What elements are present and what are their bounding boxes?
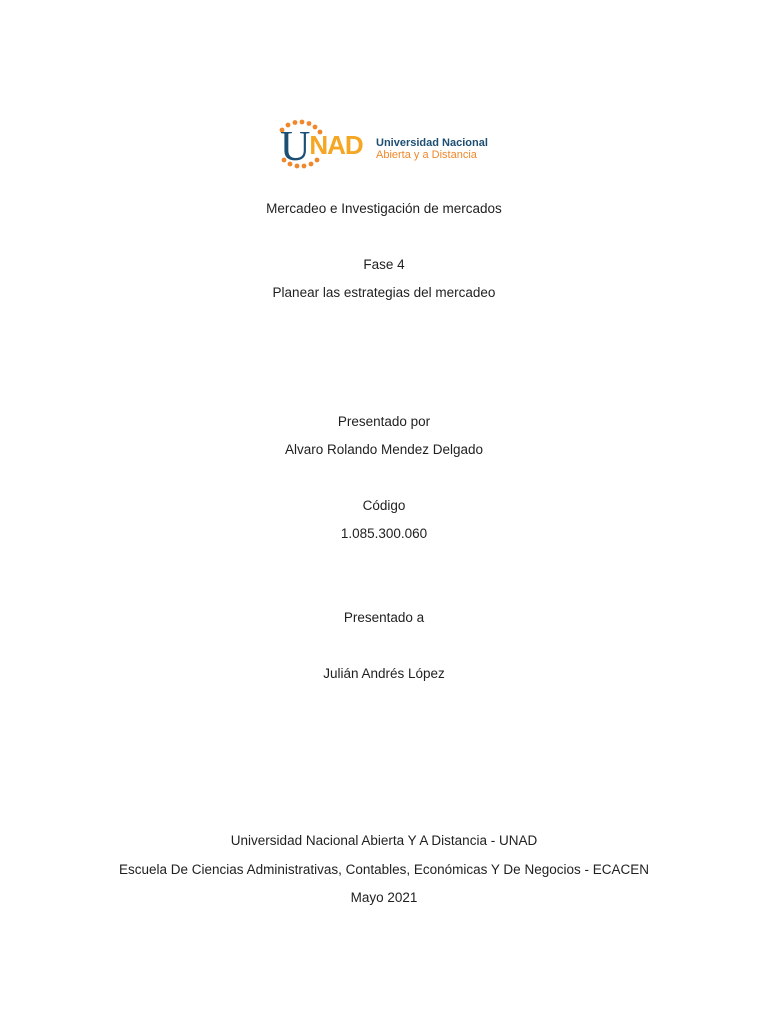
logo-line-2: Abierta y a Distancia	[376, 149, 477, 161]
phase-title: Planear las estrategias del mercadeo	[272, 285, 496, 300]
logo-wordmark-u: U	[280, 124, 310, 170]
unad-logo	[274, 118, 494, 172]
code-value: 1.085.300.060	[340, 526, 428, 541]
footer-date: Mayo 2021	[350, 890, 418, 905]
footer-school: Escuela De Ciencias Administrativas, Contables, Económicas Y De Negocios - ECACEN	[119, 862, 649, 877]
course-title: Mercadeo e Investigación de mercados	[266, 201, 502, 216]
logo-wordmark	[280, 126, 363, 172]
logo-wordmark-nad: NAD	[309, 130, 363, 160]
logo-line-1: Universidad Nacional	[376, 137, 488, 149]
tutor-name: Julián Andrés López	[323, 666, 445, 681]
phase-number: Fase 4	[363, 257, 405, 272]
presented-by-label: Presentado por	[337, 414, 431, 429]
logo-text	[376, 138, 488, 161]
code-label: Código	[362, 498, 406, 513]
footer-university: Universidad Nacional Abierta Y A Distancia - UNAD	[230, 833, 538, 848]
presented-to-label: Presentado a	[343, 610, 425, 625]
author-name: Alvaro Rolando Mendez Delgado	[284, 442, 484, 457]
